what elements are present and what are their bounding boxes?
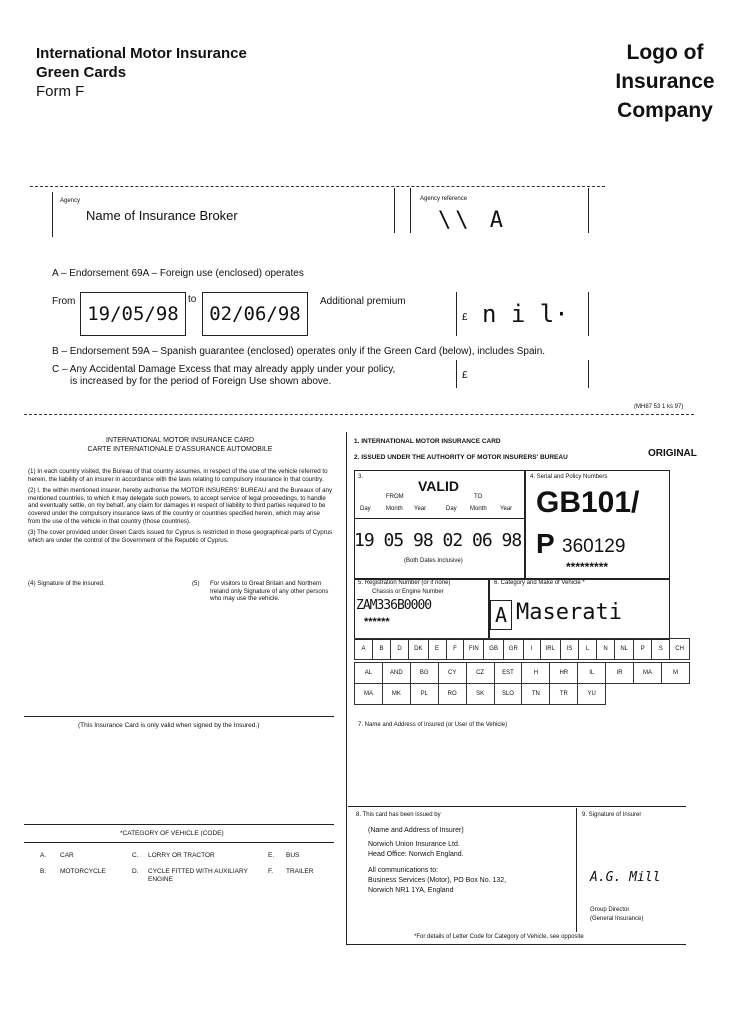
insurer-name: Norwich Union Insurance Ltd. <box>368 841 460 848</box>
terms-1: (1) In each country visited, the Bureau of that country assumes, in respect of the use of the vehicle referred to herein, the liability of an insurer in accordance with the laws relating to compulsory insurance in that country. <box>28 468 328 483</box>
agency-ref-box-left <box>410 188 411 233</box>
agency-reference-value: \\ A <box>438 208 507 233</box>
logo-line-1: Logo of <box>626 41 704 64</box>
country-cell: FIN <box>464 639 484 660</box>
insurer-label: (Name and Address of Insurer) <box>368 827 464 834</box>
valid-from-label: FROM <box>386 494 404 500</box>
col-month-1: Month <box>386 506 403 512</box>
country-cell: CY <box>438 663 466 684</box>
country-cell: RO <box>438 684 466 705</box>
card-divider <box>346 432 347 944</box>
field-7-label: 7. Name and Address of Insured (or User of the Vehicle) <box>358 722 508 728</box>
cat-f-code: F. <box>268 868 274 875</box>
to-label: to <box>188 294 197 305</box>
category-title: *CATEGORY OF VEHICLE (CODE) <box>120 830 224 837</box>
other-signature-number: (5) <box>192 580 200 587</box>
country-cell: IRL <box>540 639 560 660</box>
field-8-label: 8. This card has been issued by <box>356 812 441 818</box>
policy-number: 360129 <box>562 536 626 557</box>
country-cell: P <box>634 639 652 660</box>
left-card-title-fr: CARTE INTERNATIONALE D'ASSURANCE AUTOMOBILE <box>87 446 273 453</box>
country-cell: I <box>523 639 540 660</box>
country-cell: D <box>390 639 408 660</box>
agency-ref-box-right <box>588 188 589 233</box>
country-cell: GR <box>503 639 523 660</box>
col-year-1: Year <box>414 506 427 512</box>
cut-line <box>24 414 694 415</box>
validity-dates[interactable]: 19 05 98 02 06 98 <box>354 530 522 551</box>
country-cell: S <box>652 639 670 660</box>
field-5-sublabel: Chassis or Engine Number <box>372 589 444 595</box>
cat-e-label: BUS <box>286 852 300 859</box>
serial-number-line-1: GB101/ <box>536 486 640 519</box>
country-cell: IL <box>578 663 606 684</box>
premium-box-left <box>456 292 457 336</box>
country-cell: A <box>355 639 373 660</box>
country-cell: M <box>661 663 689 684</box>
to-date-field[interactable]: 02/06/98 <box>202 292 308 336</box>
country-cell: YU <box>578 684 606 705</box>
serial-number-prefix: P <box>536 528 555 559</box>
original-label: ORIGINAL <box>648 448 697 459</box>
col-month-2: Month <box>470 506 487 512</box>
left-card-terms <box>28 468 334 544</box>
col-day-2: Day <box>446 506 457 512</box>
insurer-block <box>368 826 506 896</box>
serial-stars: ********* <box>566 560 609 574</box>
field-9-label: 9. Signature of Insurer <box>582 812 642 818</box>
terms-2: (2) I, the within mentioned insurer, hereby authorise the MOTOR INSURERS' BUREAU and the Bureaux of any mentioned countries, to which it may delegate such powers, to accept service of legal proceedings, to handle and eventually settle, on my behalf, any claim for damages in respect of liability to third parties required to be covered under the compulsory insurance laws of the country or countries specified herein, which may arise from the use of the vehicle in that country (those countries). <box>28 487 333 525</box>
signatory-title <box>590 906 643 924</box>
section-a-text: A – Endorsement 69A – Foreign use (enclosed) operates <box>52 268 304 279</box>
insurer-signature: A.G. Mill <box>590 870 661 885</box>
communications-address-2: Norwich NR1 1YA, England <box>368 887 454 894</box>
logo-line-3: Company <box>617 99 713 122</box>
field-8-divider <box>348 806 686 807</box>
country-cell: SLO <box>494 684 522 705</box>
field-6-label: 6. Category and Make of Vehicle * <box>494 580 585 586</box>
cat-e-code: E. <box>268 852 275 859</box>
cat-d-label: CYCLE FITTED WITH AUXILIARY ENGINE <box>148 868 248 883</box>
valid-label: VALID <box>418 478 459 494</box>
communications-address-1: Business Services (Motor), PO Box No. 132, <box>368 877 507 884</box>
category-footnote: *For details of Letter Code for Category of Vehicle, see opposite <box>414 934 584 940</box>
country-table <box>354 638 690 660</box>
excess-box-right <box>588 360 589 388</box>
field-4-label: 4. Serial and Policy Numbers <box>530 474 608 480</box>
country-cell: IS <box>560 639 579 660</box>
country-cell: TN <box>522 684 550 705</box>
country-cell: PL <box>410 684 438 705</box>
country-cell: AND <box>382 663 410 684</box>
excess-box-left <box>456 360 457 388</box>
country-cell: TR <box>550 684 578 705</box>
agency-name: Name of Insurance Broker <box>86 208 238 223</box>
header-form-label: Form F <box>36 83 85 100</box>
date-header-line <box>354 518 524 519</box>
agency-label: Agency <box>60 198 81 204</box>
country-cell: NL <box>615 639 634 660</box>
field-5-label: 5. Registration Number (or if none) <box>358 580 451 586</box>
col-year-2: Year <box>500 506 513 512</box>
country-cell: CZ <box>466 663 494 684</box>
form-header <box>36 44 247 101</box>
country-row-1 <box>355 639 690 660</box>
vehicle-make-value[interactable]: Maserati <box>516 600 622 625</box>
header-subtitle: Green Cards <box>36 64 127 81</box>
field-9-divider <box>576 808 577 932</box>
top-divider <box>30 186 605 187</box>
other-signature-label: For visitors to Great Britain and Northern Ireland only Signature of any other persons who may use the vehicle. <box>210 580 329 603</box>
country-cell: IR <box>606 663 634 684</box>
left-card-title <box>60 436 300 454</box>
premium-box-right <box>588 292 589 336</box>
cat-a-label: CAR <box>60 852 74 859</box>
currency-symbol-2: £ <box>462 370 468 381</box>
insured-signature-label: (4) Signature of the insured. <box>28 580 105 587</box>
insurance-company-logo <box>600 38 730 125</box>
category-divider-2 <box>24 842 334 843</box>
country-cell: GB <box>484 639 504 660</box>
cat-a-code: A. <box>40 852 47 859</box>
country-cell: EST <box>494 663 522 684</box>
vehicle-category-value[interactable]: A <box>490 600 512 630</box>
right-heading-2: 2. ISSUED UNDER THE AUTHORITY OF MOTOR INSURERS' BUREAU <box>354 454 568 461</box>
from-label: From <box>52 296 76 307</box>
registration-stars: ****** <box>364 616 390 628</box>
country-cell: B <box>372 639 390 660</box>
country-cell: CH <box>670 639 690 660</box>
validity-note: (This Insurance Card is only valid when signed by the Insured.) <box>78 722 260 729</box>
country-grid <box>354 638 690 705</box>
country-cell: MK <box>382 684 410 705</box>
header-title: International Motor Insurance <box>36 45 247 62</box>
section-b-text: B – Endorsement 59A – Spanish guarantee (enclosed) operates only if the Green Card (below), includes Spain. <box>52 346 546 357</box>
col-day-1: Day <box>360 506 371 512</box>
country-cell: H <box>522 663 550 684</box>
cat-f-label: TRAILER <box>286 868 314 875</box>
category-divider <box>24 824 334 825</box>
cat-c-label: LORRY OR TRACTOR <box>148 852 215 859</box>
cat-c-code: C. <box>132 852 139 859</box>
country-cell: AL <box>355 663 383 684</box>
premium-value[interactable]: n i l· <box>482 300 569 328</box>
from-date-field[interactable]: 19/05/98 <box>80 292 186 336</box>
insurer-head-office: Head Office: Norwich England. <box>368 851 464 858</box>
country-table-2 <box>354 662 690 705</box>
section-c-text-2: is increased by for the period of Foreign Use shown above. <box>70 376 332 387</box>
card-bottom-line <box>346 944 686 945</box>
form-code: (MH87 53 1 ks 97) <box>634 404 684 410</box>
country-row-2 <box>355 663 690 684</box>
agency-box-left <box>52 192 53 237</box>
country-cell: MA <box>355 684 383 705</box>
country-cell: L <box>579 639 597 660</box>
country-cell: MA <box>634 663 662 684</box>
section-c-text: C – Any Accidental Damage Excess that may already apply under your policy, <box>52 364 396 375</box>
signature-line[interactable] <box>24 716 334 717</box>
country-cell: BG <box>410 663 438 684</box>
country-cell: HR <box>550 663 578 684</box>
signatory-title-2: (General Insurance) <box>590 916 644 922</box>
communications-label: All communications to: <box>368 867 439 874</box>
left-card-title-en: INTERNATIONAL MOTOR INSURANCE CARD <box>105 437 255 444</box>
country-cell: N <box>596 639 614 660</box>
cat-b-label: MOTORCYCLE <box>60 868 106 875</box>
registration-number[interactable]: ZAM336B0000 <box>356 598 432 613</box>
cat-d-code: D. <box>132 868 139 875</box>
both-dates-note: (Both Dates Inclusive) <box>404 558 463 564</box>
country-cell: F <box>446 639 464 660</box>
country-cell: DK <box>409 639 429 660</box>
additional-premium-label: Additional premium <box>320 296 406 307</box>
terms-3: (3) The cover provided under Green Cards issued for Cyprus is restricted in those geographical parts of Cyprus which are under the control of the Government of the Republic of Cyprus. <box>28 529 333 544</box>
signatory-title-1: Group Director <box>590 907 630 913</box>
agency-box-divider <box>394 188 395 233</box>
right-heading-1: 1. INTERNATIONAL MOTOR INSURANCE CARD <box>354 438 501 445</box>
country-row-3 <box>355 684 690 705</box>
currency-symbol: £ <box>462 312 468 323</box>
country-cell: E <box>428 639 446 660</box>
field-3-label: 3. <box>358 474 364 480</box>
agency-reference-label: Agency reference <box>420 196 468 202</box>
cat-b-code: B. <box>40 868 47 875</box>
logo-line-2: Insurance <box>615 70 715 93</box>
country-cell: SK <box>466 684 494 705</box>
valid-to-label: TO <box>474 494 483 500</box>
